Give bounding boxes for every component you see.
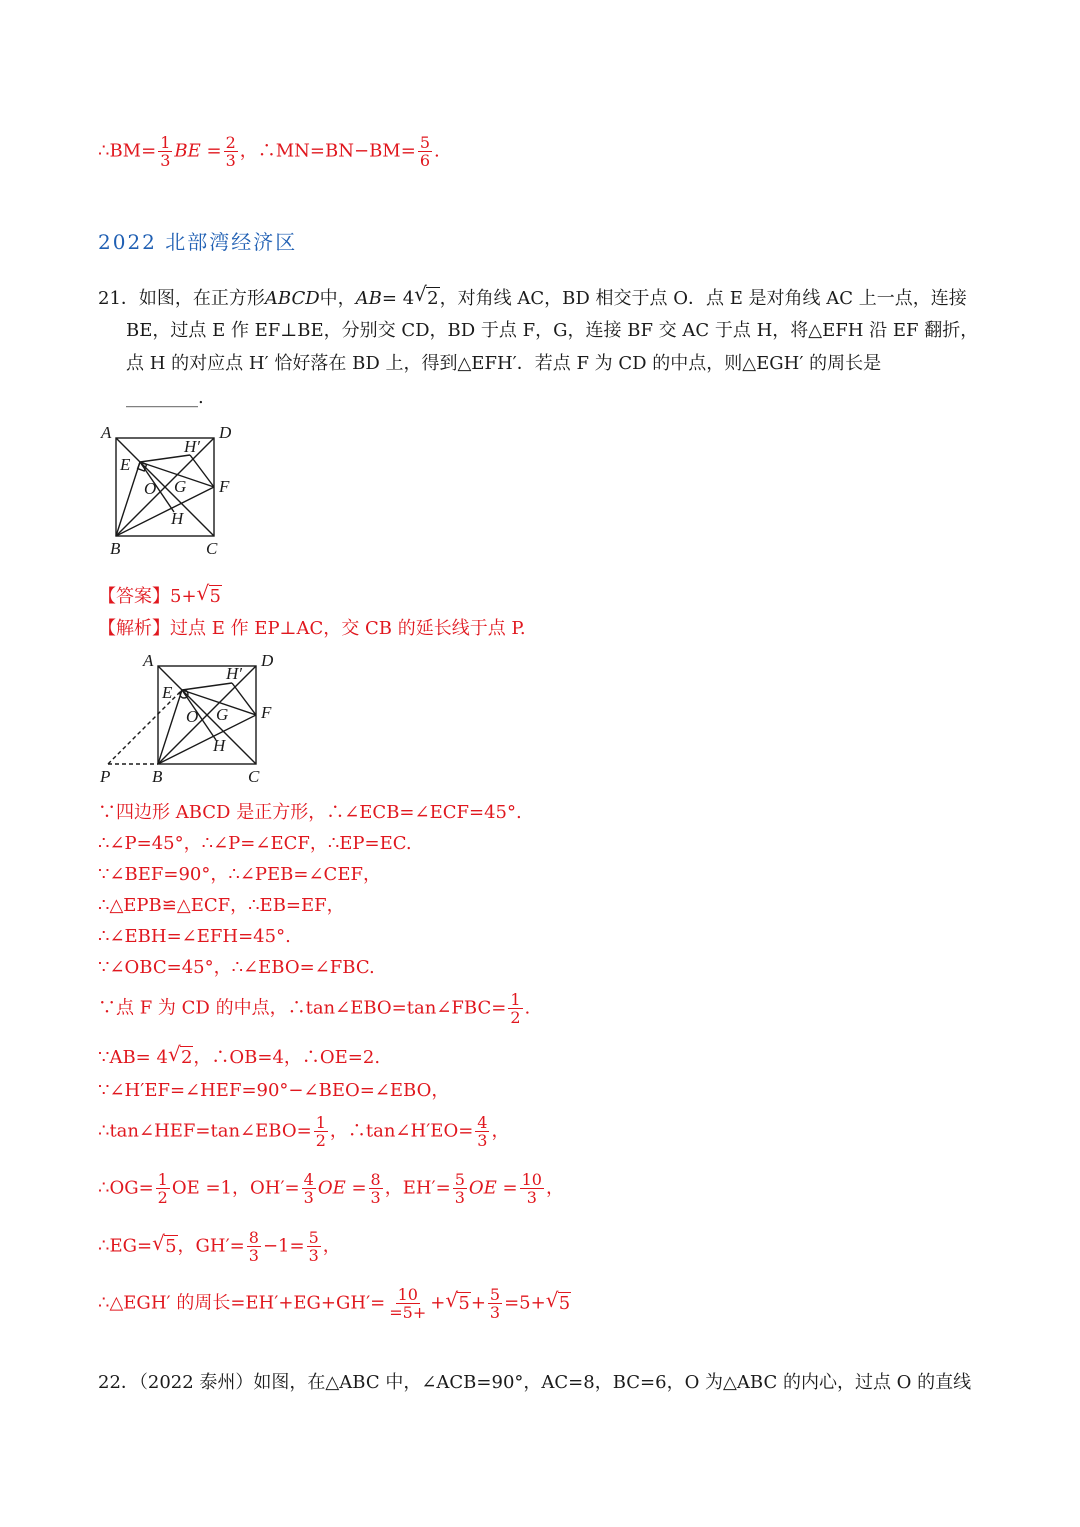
analysis-line: [98, 618, 526, 640]
radical-icon: √: [445, 1287, 459, 1312]
denominator: 3: [489, 1303, 501, 1322]
label-h-prime: H′: [226, 664, 242, 683]
radicand: 2: [180, 1047, 193, 1068]
numerator: 8: [370, 1170, 381, 1189]
numerator: 2: [225, 133, 236, 152]
text: ，∴tan∠H′EO=: [329, 1120, 474, 1142]
radicand: 2: [427, 288, 439, 309]
fraction: [488, 1286, 502, 1321]
text: OE =: [317, 1177, 367, 1199]
radical-icon: √: [167, 1042, 181, 1066]
numerator: 1: [315, 1113, 326, 1132]
text: ，: [491, 1120, 510, 1142]
numerator: 5: [489, 1285, 501, 1304]
label-g: G: [216, 705, 229, 724]
label-a: A: [143, 651, 154, 670]
radicand: 5: [558, 1292, 571, 1314]
numerator: 1: [157, 1170, 168, 1189]
sqrt: [196, 581, 222, 608]
numerator: 1: [510, 990, 521, 1009]
text: −1=: [262, 1235, 305, 1257]
fraction: [224, 134, 238, 169]
text: OE =1，OH′=: [171, 1177, 300, 1199]
text: +: [470, 1292, 486, 1314]
radical-icon: √: [414, 282, 427, 306]
step-7: [98, 991, 530, 1026]
fraction: [314, 1114, 328, 1149]
radical-icon: √: [545, 1287, 559, 1312]
label-f: F: [261, 703, 272, 722]
label-d: D: [261, 651, 274, 670]
text: +: [430, 1292, 446, 1314]
denominator: 3: [526, 1188, 537, 1207]
label-o: O: [144, 479, 157, 498]
denominator: =5+: [389, 1303, 427, 1322]
denominator: 3: [308, 1246, 319, 1265]
numerator: 8: [248, 1228, 259, 1247]
step-10: [98, 1114, 509, 1149]
denominator: 2: [510, 1008, 521, 1027]
text: .: [524, 997, 531, 1019]
text: ∴tan∠HEF=tan∠EBO=: [98, 1120, 312, 1142]
numerator: 5: [419, 133, 430, 152]
label-o: O: [186, 707, 199, 726]
label-c: C: [206, 539, 218, 558]
text: ∴BM=: [98, 140, 157, 162]
q21-line1: [98, 282, 967, 315]
fraction: [453, 1171, 467, 1206]
text: BE =: [174, 140, 222, 162]
text: 中，: [319, 288, 356, 309]
radicand: 5: [458, 1292, 470, 1314]
numerator: 10: [521, 1170, 542, 1189]
sqrt: [545, 1287, 571, 1315]
text: =5+: [504, 1292, 546, 1314]
segment-bf: [116, 487, 214, 536]
label-f: F: [219, 477, 230, 496]
text: ，: [545, 1177, 564, 1199]
q21-line4: ________.: [126, 387, 204, 408]
q21-line2: BE，过点 E 作 EF⊥BE，分别交 CD，BD 于点 F，G，连接 BF 交 AC 于点 H，将△EFH 沿 EF 翻折，: [126, 320, 979, 341]
numerator: 10: [397, 1285, 418, 1304]
text: ABCD: [264, 288, 320, 309]
sqrt: [414, 282, 439, 315]
segment-eh-prime: [182, 683, 232, 690]
denominator: 2: [315, 1131, 326, 1150]
text: 过点 E 作 EP⊥AC，交 CB 的延长线于点 P.: [170, 618, 526, 639]
step-12: [98, 1229, 341, 1264]
denominator: 6: [419, 151, 430, 170]
step-8: [98, 1042, 381, 1069]
step-5: ∴∠EBH=∠EFH=45°.: [98, 926, 291, 947]
denominator: 3: [248, 1246, 259, 1265]
step-9: ∵∠H′EF=∠HEF=90°−∠BEO=∠EBO，: [98, 1080, 450, 1101]
radicand: 5: [209, 586, 221, 607]
sqrt: [167, 1042, 193, 1069]
figure-2: [98, 646, 298, 788]
segment-eh-prime: [140, 455, 190, 462]
step-6: ∵∠OBC=45°，∴∠EBO=∠FBC.: [98, 957, 375, 978]
label-h: H: [171, 509, 184, 528]
text: ∵AB= 4: [98, 1047, 168, 1068]
step-2: ∴∠P=45°，∴∠P=∠ECF，∴EP=EC.: [98, 833, 412, 854]
fraction: [475, 1114, 489, 1149]
label-p: P: [100, 767, 111, 786]
text: 5+: [170, 586, 197, 607]
text: ，GH′=: [177, 1235, 245, 1257]
text: ∴OG=: [98, 1177, 154, 1199]
fraction: [520, 1171, 544, 1206]
fraction: [158, 134, 172, 169]
text: ∵点 F 为 CD 的中点，∴tan∠EBO=tan∠FBC=: [98, 997, 507, 1019]
sqrt: [152, 1230, 177, 1258]
text: = 4: [381, 288, 415, 309]
label-h-prime: H′: [184, 437, 200, 456]
q22-line1: 22．（2022 泰州）如图，在△ABC 中，∠ACB=90°，AC=8，BC=6，O 为△ABC 的内心，过点 O 的直线: [98, 1372, 972, 1393]
text: ，∴OB=4，∴OE=2.: [193, 1047, 381, 1068]
step-13: [98, 1286, 571, 1321]
step-1: ∵四边形 ABCD 是正方形，∴∠ECB=∠ECF=45°.: [98, 802, 522, 823]
denominator: 2: [157, 1188, 168, 1207]
text: ，对角线 AC，BD 相交于点 O．点 E 是对角线 AC 上一点，连接: [439, 288, 967, 309]
segment-h-prime-f: [190, 455, 214, 487]
analysis-label: 【解析】: [98, 618, 170, 639]
text: AB: [355, 288, 382, 309]
label-e: E: [162, 683, 173, 702]
denominator: 3: [477, 1131, 488, 1150]
fraction: [247, 1229, 261, 1264]
step-4: ∴△EPB≌△ECF，∴EB=EF，: [98, 895, 345, 916]
text: ，EH′=: [384, 1177, 451, 1199]
denominator: 3: [225, 151, 236, 170]
label-c: C: [248, 767, 260, 786]
denominator: 3: [370, 1188, 381, 1207]
answer-label: 【答案】: [98, 586, 170, 607]
fraction: [387, 1286, 428, 1321]
fraction: [418, 134, 432, 169]
denominator: 3: [303, 1188, 314, 1207]
q21-line3: 点 H 的对应点 H′ 恰好落在 BD 上，得到△EFH′．若点 F 为 CD 的中点，则△EGH′ 的周长是: [126, 353, 882, 374]
radical-icon: √: [196, 581, 210, 605]
denominator: 3: [160, 151, 171, 170]
step-3: ∵∠BEF=90°，∴∠PEB=∠CEF，: [98, 864, 381, 885]
figure-1: [98, 420, 248, 560]
numerator: 5: [454, 1170, 465, 1189]
text: .: [434, 140, 440, 162]
step-11: [98, 1171, 564, 1206]
bm-mn-line: [98, 134, 440, 169]
label-h: H: [213, 736, 226, 755]
label-d: D: [219, 423, 232, 442]
text: ∴EG=: [98, 1235, 153, 1257]
numerator: 4: [477, 1113, 488, 1132]
radicand: 5: [165, 1235, 177, 1257]
label-e: E: [120, 455, 131, 474]
segment-h-prime-f: [232, 683, 256, 715]
text: ∴△EGH′ 的周长=EH′+EG+GH′=: [98, 1292, 386, 1314]
segment-bf: [158, 715, 256, 764]
fraction: [307, 1229, 321, 1264]
answer-line: [98, 581, 222, 608]
label-b: B: [110, 539, 121, 558]
fraction: [302, 1171, 316, 1206]
text: 21．如图，在正方形: [98, 288, 265, 309]
label-b: B: [152, 767, 163, 786]
numerator: 4: [303, 1170, 314, 1189]
text: OE =: [468, 1177, 518, 1199]
label-a: A: [101, 423, 112, 442]
section-title: 2022 北部湾经济区: [98, 230, 298, 254]
sqrt: [445, 1287, 470, 1315]
radical-icon: √: [152, 1230, 165, 1255]
fraction: [369, 1171, 383, 1206]
text: ，: [322, 1235, 341, 1257]
text: ，∴MN=BN−BM=: [239, 140, 416, 162]
label-g: G: [174, 477, 187, 496]
right-angle-mark: [138, 462, 147, 471]
fraction: [156, 1171, 170, 1206]
numerator: 1: [160, 133, 171, 152]
denominator: 3: [454, 1188, 465, 1207]
fraction: [508, 991, 522, 1026]
numerator: 5: [308, 1228, 319, 1247]
